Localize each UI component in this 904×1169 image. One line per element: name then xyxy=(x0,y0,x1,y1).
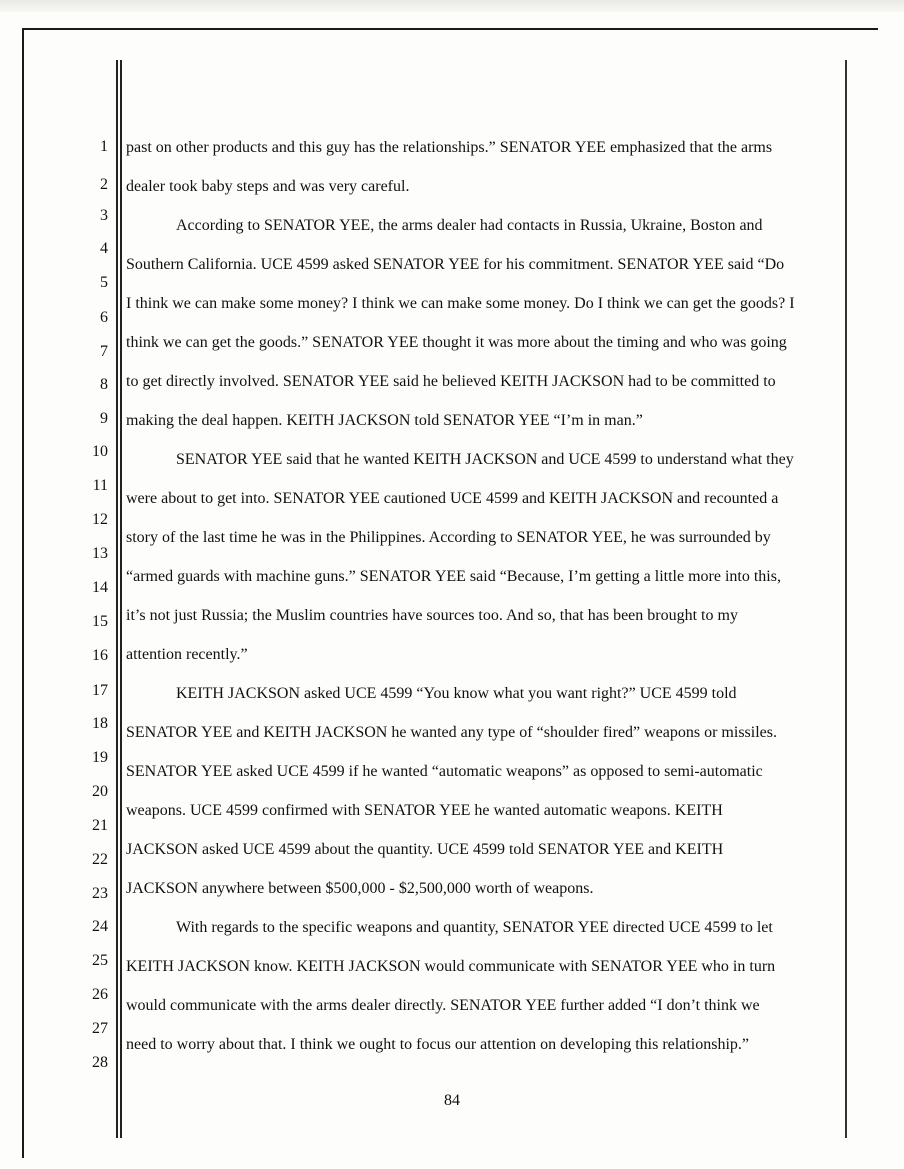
line-number: 10 xyxy=(92,443,108,460)
line-number: 24 xyxy=(92,918,108,935)
text-line: KEITH JACKSON know. KEITH JACKSON would communicate with SENATOR YEE who in turn xyxy=(126,958,776,975)
line-number: 21 xyxy=(92,817,108,834)
text-line: SENATOR YEE asked UCE 4599 if he wanted “automatic weapons” as opposed to semi-automatic xyxy=(126,763,763,780)
line-number: 17 xyxy=(92,682,108,699)
line-number: 18 xyxy=(92,715,108,732)
line-number: 6 xyxy=(100,309,108,326)
line-number: 7 xyxy=(100,343,108,360)
text-line: JACKSON asked UCE 4599 about the quantity. UCE 4599 told SENATOR YEE and KEITH xyxy=(126,841,724,858)
line-number: 12 xyxy=(92,511,108,528)
line-number: 15 xyxy=(92,613,108,630)
text-line: past on other products and this guy has the relationships.” SENATOR YEE emphasized that the arms xyxy=(126,139,773,156)
text-line: I think we can make some money? I think we can make some money. Do I think we can get the goods? I xyxy=(126,295,795,312)
line-number: 19 xyxy=(92,749,108,766)
text-line: weapons. UCE 4599 confirmed with SENATOR YEE he wanted automatic weapons. KEITH xyxy=(126,802,723,819)
line-number: 9 xyxy=(100,410,108,427)
scan-edge xyxy=(0,0,904,12)
line-number-rule xyxy=(116,60,118,1138)
line-number: 8 xyxy=(100,376,108,393)
text-line: story of the last time he was in the Philippines. According to SENATOR YEE, he was surrounded by xyxy=(126,529,771,546)
line-number: 4 xyxy=(100,240,108,257)
text-line: Southern California. UCE 4599 asked SENATOR YEE for his commitment. SENATOR YEE said “Do xyxy=(126,256,785,273)
text-line: to get directly involved. SENATOR YEE said he believed KEITH JACKSON had to be committed to xyxy=(126,373,776,390)
text-line: think we can get the goods.” SENATOR YEE thought it was more about the timing and who was going xyxy=(126,334,787,351)
right-margin-rule xyxy=(845,60,847,1138)
line-number: 27 xyxy=(92,1020,108,1037)
text-line: would communicate with the arms dealer directly. SENATOR YEE further added “I don’t think we xyxy=(126,997,760,1014)
text-line: were about to get into. SENATOR YEE cautioned UCE 4599 and KEITH JACKSON and recounted a xyxy=(126,490,779,507)
text-line: dealer took baby steps and was very careful. xyxy=(126,178,410,195)
text-line: “armed guards with machine guns.” SENATOR YEE said “Because, I’m getting a little more into this, xyxy=(126,568,781,585)
left-margin-rule xyxy=(22,28,24,1158)
line-number: 25 xyxy=(92,952,108,969)
text-line: need to worry about that. I think we ought to focus our attention on developing this relationship.” xyxy=(126,1036,749,1053)
top-rule xyxy=(22,28,878,30)
line-number: 5 xyxy=(100,274,108,291)
line-number: 14 xyxy=(92,579,108,596)
text-line: JACKSON anywhere between $500,000 - $2,500,000 worth of weapons. xyxy=(126,880,594,897)
line-number: 2 xyxy=(100,176,108,193)
line-number: 28 xyxy=(92,1054,108,1071)
line-number: 23 xyxy=(92,885,108,902)
text-line: SENATOR YEE and KEITH JACKSON he wanted any type of “shoulder fired” weapons or missiles. xyxy=(126,724,777,741)
line-number: 16 xyxy=(92,647,108,664)
line-number: 22 xyxy=(92,851,108,868)
text-line: KEITH JACKSON asked UCE 4599 “You know what you want right?” UCE 4599 told xyxy=(176,685,737,702)
line-number: 13 xyxy=(92,545,108,562)
text-line: it’s not just Russia; the Muslim countries have sources too. And so, that has been brought to my xyxy=(126,607,738,624)
text-line: According to SENATOR YEE, the arms dealer had contacts in Russia, Ukraine, Boston and xyxy=(176,217,763,234)
page-number: 84 xyxy=(444,1092,460,1109)
line-number: 1 xyxy=(100,138,108,155)
text-line: attention recently.” xyxy=(126,646,248,663)
text-line: SENATOR YEE said that he wanted KEITH JACKSON and UCE 4599 to understand what they xyxy=(176,451,794,468)
line-number: 3 xyxy=(100,207,108,224)
text-line: With regards to the specific weapons and quantity, SENATOR YEE directed UCE 4599 to let xyxy=(176,919,773,936)
line-number-rule xyxy=(120,60,122,1138)
line-number: 11 xyxy=(92,477,108,494)
text-line: making the deal happen. KEITH JACKSON told SENATOR YEE “I’m in man.” xyxy=(126,412,643,429)
line-number: 20 xyxy=(92,783,108,800)
line-number: 26 xyxy=(92,986,108,1003)
